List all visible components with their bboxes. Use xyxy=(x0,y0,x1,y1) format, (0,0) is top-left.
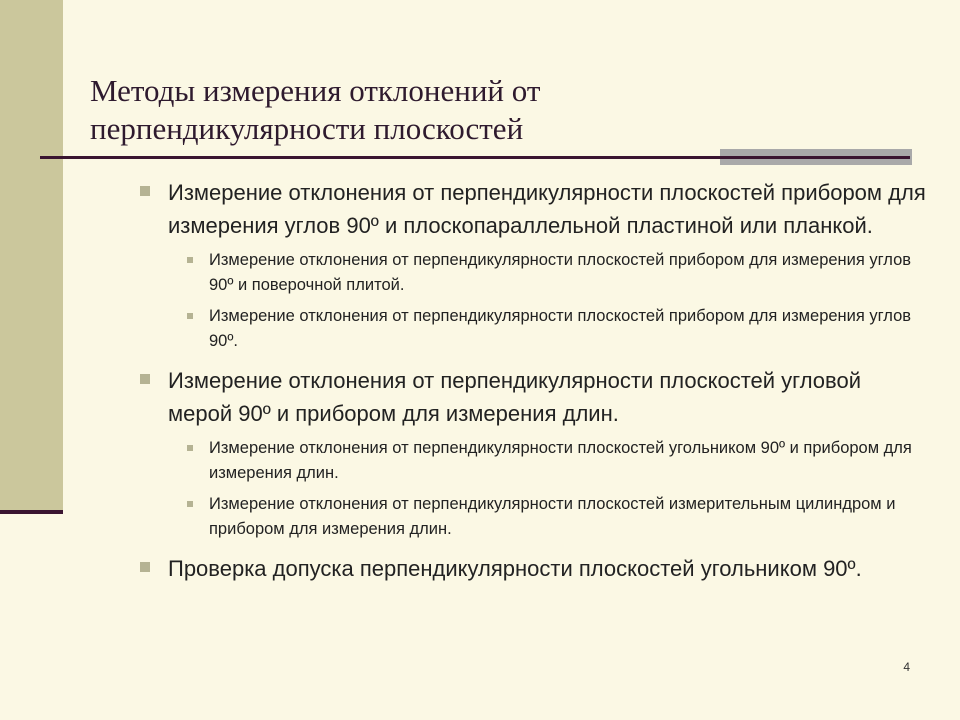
square-bullet-icon xyxy=(140,374,150,384)
list-item-text: Измерение отклонения от перпендикулярности плоскостей измерительным цилиндром и прибором для измерения длин. xyxy=(209,495,896,538)
list-item xyxy=(138,248,928,298)
square-bullet-icon xyxy=(187,313,193,319)
list-item xyxy=(138,552,928,585)
list-item-text: Измерение отклонения от перпендикулярности плоскостей прибором для измерения углов 90º и плоскопараллельной пластиной или планкой. xyxy=(168,180,926,238)
list-item xyxy=(138,176,928,242)
side-decor-bar xyxy=(0,0,63,512)
slide-title-line-2: перпендикулярности плоскостей xyxy=(90,111,524,146)
list-item-text: Проверка допуска перпендикулярности плоскостей угольником 90º. xyxy=(168,556,862,581)
list-item-text: Измерение отклонения от перпендикулярности плоскостей прибором для измерения углов 90º и поверочной плитой. xyxy=(209,251,912,294)
side-decor-bar-edge xyxy=(0,510,63,514)
list-item-text: Измерение отклонения от перпендикулярности плоскостей угольником 90º и прибором для измерения длин. xyxy=(209,439,912,482)
list-item xyxy=(138,492,928,542)
list-item xyxy=(138,436,928,486)
slide-title-line-1: Методы измерения отклонений от xyxy=(90,73,541,108)
slide-title xyxy=(90,72,910,148)
list-item xyxy=(138,304,928,354)
square-bullet-icon xyxy=(187,257,193,263)
bullet-list xyxy=(138,176,928,595)
title-underline xyxy=(40,156,910,159)
square-bullet-icon xyxy=(140,186,150,196)
list-item xyxy=(138,364,928,430)
list-item-text: Измерение отклонения от перпендикулярности плоскостей угловой мерой 90º и прибором для измерения длин. xyxy=(168,368,861,426)
list-item-text: Измерение отклонения от перпендикулярности плоскостей прибором для измерения углов 90º. xyxy=(209,307,912,350)
square-bullet-icon xyxy=(187,501,193,507)
square-bullet-icon xyxy=(187,445,193,451)
square-bullet-icon xyxy=(140,562,150,572)
page-number: 4 xyxy=(903,660,910,674)
